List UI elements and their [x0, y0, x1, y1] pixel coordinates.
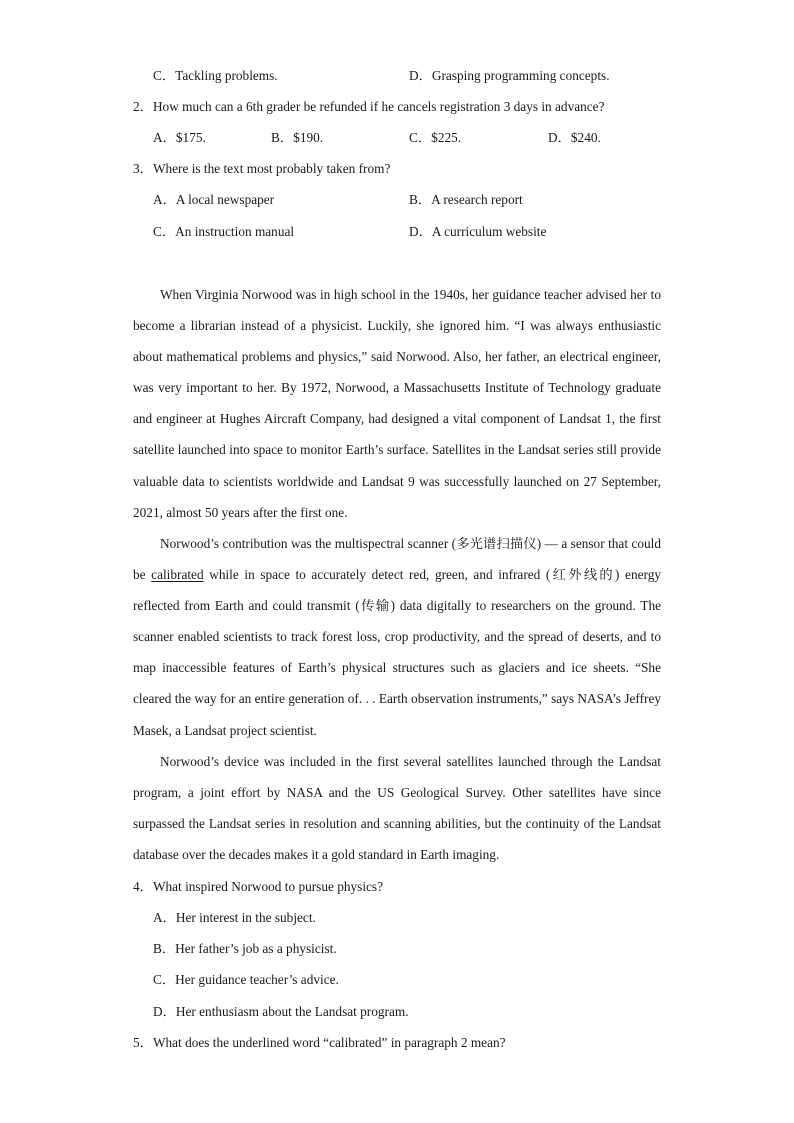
q1-option-c[interactable]: C．Tackling problems.: [153, 68, 278, 83]
q3-option-d[interactable]: D．A curriculum website: [409, 224, 547, 239]
q3-option-b[interactable]: B．A research report: [409, 192, 523, 207]
passage-paragraph-3: [133, 746, 661, 870]
passage-paragraph-2: [133, 528, 661, 746]
q4-option-a[interactable]: A．Her interest in the subject.: [153, 910, 316, 925]
q4-option-b[interactable]: B．Her father’s job as a physicist.: [153, 941, 337, 956]
q5-stem: 5．What does the underlined word “calibrated” in paragraph 2 mean?: [133, 1035, 506, 1050]
passage-paragraph-1: [133, 279, 661, 528]
q2-option-c[interactable]: C．$225.: [409, 130, 462, 145]
passage-paragraph-2-rest: while in space to accurately detect red, green, and infrared (红外线的) energy reflected from Earth and could transmit (传输) data digitally to researchers on the ground. The scanner enabled scientists to track forest loss, crop productivity, and the spread of deserts, and to map inaccessible features of Earth’s physical structures such as glaciers and ice sheets. “She cleared the way for an entire generation of. . . Earth observation instruments,” says NASA’s Jeffrey Masek, a Landsat project scientist.: [133, 567, 661, 738]
q2-stem: 2．How much can a 6th grader be refunded if he cancels registration 3 days in advance?: [133, 99, 605, 114]
passage-paragraph-3-text: Norwood’s device was included in the first several satellites launched through the Landsat program, a joint effort by NASA and the US Geological Survey. Other satellites have since surpassed the Landsat series in resolution and scanning abilities, but the continuity of the Landsat database over the decades makes it a gold standard in Earth imaging.: [133, 754, 661, 863]
passage-paragraph-2-lead: Norwood’s contribution was the multispectral scanner (多光谱扫描仪) — a sensor that could be: [133, 536, 661, 583]
q4-option-c[interactable]: C．Her guidance teacher’s advice.: [153, 972, 339, 987]
q2-option-a[interactable]: A．$175.: [153, 130, 206, 145]
q3-option-a[interactable]: A．A local newspaper: [153, 192, 275, 207]
q1-option-d[interactable]: D．Grasping programming concepts.: [409, 68, 610, 83]
q2-option-d[interactable]: D．$240.: [548, 130, 601, 145]
q3-stem: 3．Where is the text most probably taken from?: [133, 161, 391, 176]
passage-paragraph-1-text: When Virginia Norwood was in high school in the 1940s, her guidance teacher advised her to become a librarian instead of a physicist. Luckily, she ignored him. “I was always enthusiastic about mathematical problems and physics,” said Norwood. Also, her father, an electrical engineer, was very important to her. By 1972, Norwood, a Massachusetts Institute of Technology graduate and engineer at Hughes Aircraft Company, had designed a vital component of Landsat 1, the first satellite launched into space to monitor Earth’s surface. Satellites in the Landsat series still provide valuable data to scientists worldwide and Landsat 9 was successfully launched on 27 September, 2021, almost 50 years after the first one.: [133, 287, 661, 520]
q4-stem: 4．What inspired Norwood to pursue physics?: [133, 879, 384, 894]
underlined-word-calibrated: calibrated: [151, 567, 204, 583]
q4-option-d[interactable]: D．Her enthusiasm about the Landsat program.: [153, 1004, 409, 1019]
q3-option-c[interactable]: C．An instruction manual: [153, 224, 295, 239]
q2-option-b[interactable]: B．$190.: [271, 130, 324, 145]
